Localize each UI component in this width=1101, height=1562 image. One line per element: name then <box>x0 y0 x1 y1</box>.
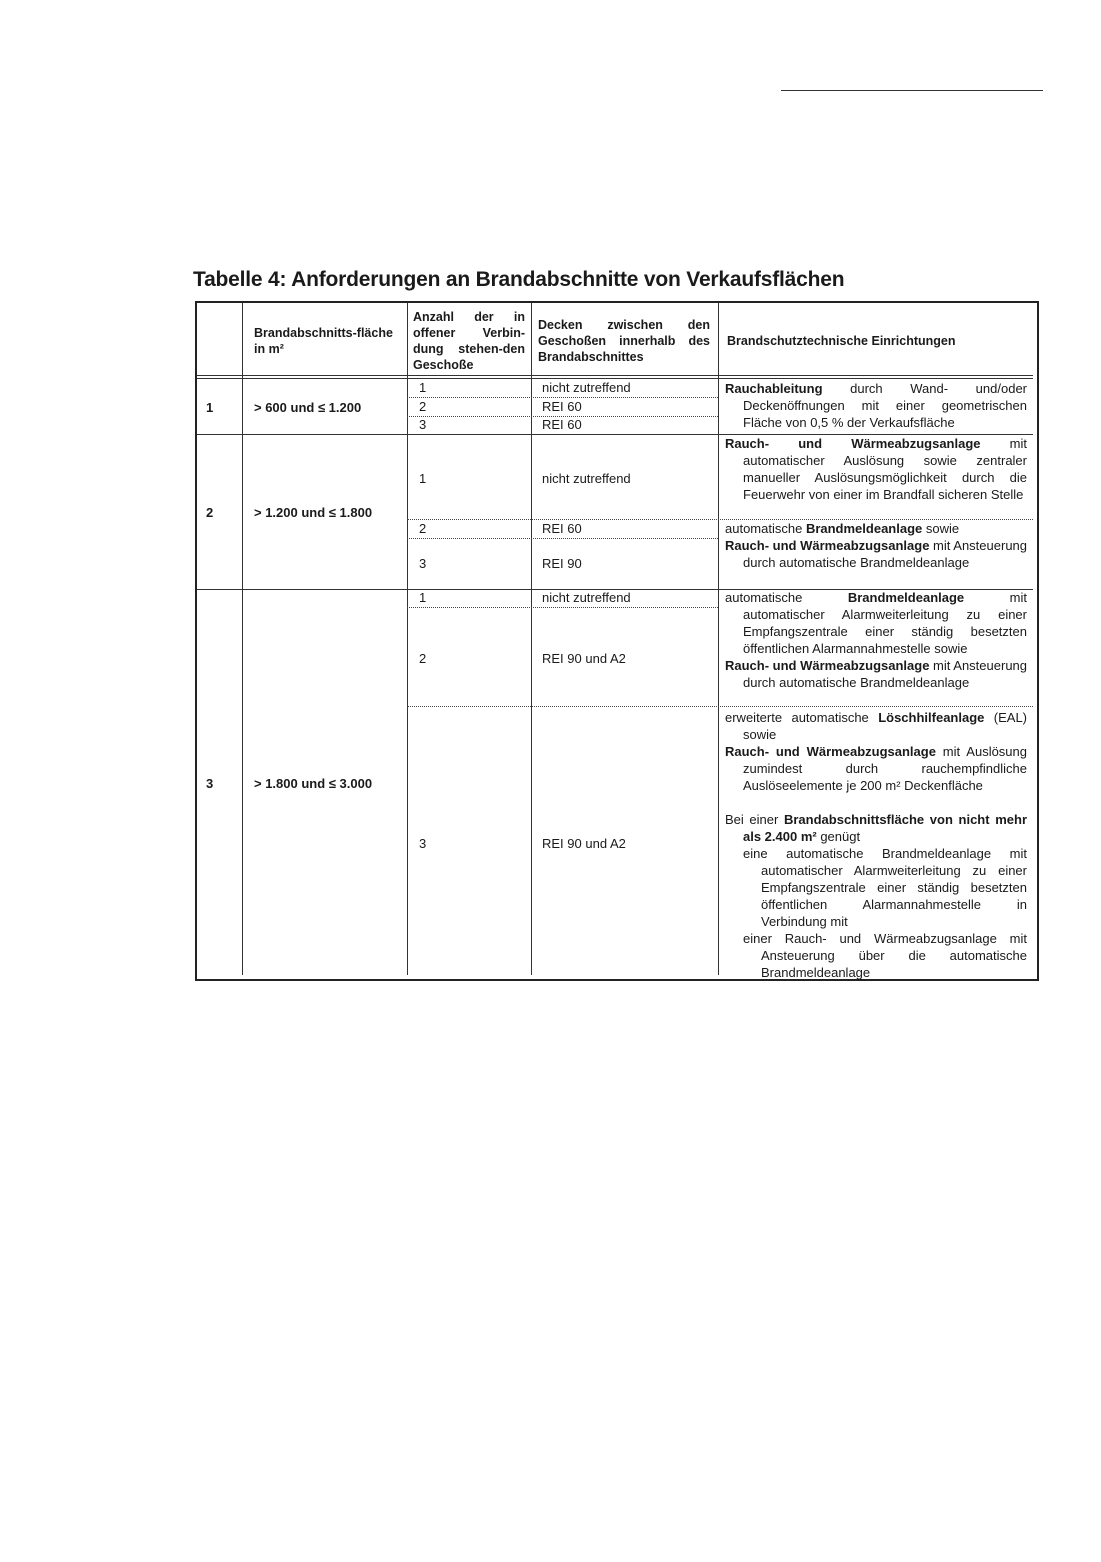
equipment-pre: erweiterte automatische <box>725 710 879 725</box>
equipment-bold: Rauch- und Wärmeabzugsanlage <box>725 744 936 759</box>
floors-value: 2 <box>419 651 427 666</box>
header-rule <box>781 90 1043 91</box>
subrow-divider <box>407 607 718 608</box>
equipment-rest: mit Ansteuerung durch automatische Brandmeldeanlage <box>743 538 1028 570</box>
equipment-bold: Brandmeldeanlage <box>847 590 965 605</box>
floors-value: 1 <box>419 380 427 395</box>
floors-value: 3 <box>419 556 427 571</box>
equipment-rest: mit Auslösung zumindest durch rauchempfindliche Auslöseelemente je 200 m² Deckenfläche <box>743 744 1027 793</box>
ceiling-value: REI 60 <box>542 399 582 414</box>
subrow-divider <box>407 706 1033 707</box>
equipment-text <box>725 520 1027 571</box>
col-divider <box>531 303 532 975</box>
header-area: Brandabschnitts-fläche in m² <box>254 326 393 356</box>
row-number: 1 <box>206 400 214 415</box>
header-divider <box>197 375 1033 376</box>
ceiling-value: nicht zutreffend <box>542 380 631 395</box>
fire-compartment-table <box>195 301 1039 981</box>
equipment-pre: automatische <box>725 521 806 536</box>
note-item: einer Rauch- und Wärmeabzugsanlage mit Ansteuerung über die automatische Brandmeldeanlage <box>743 931 1027 980</box>
note-bold: Brandabschnittsfläche von nicht mehr als 2.400 m² <box>743 812 1028 844</box>
header-equipment: Brandschutztechnische Einrichtungen <box>727 334 956 348</box>
equipment-text <box>725 709 1027 981</box>
ceiling-value: REI 60 <box>542 521 582 536</box>
equipment-pre: automatische <box>725 590 848 605</box>
note-rest: genügt <box>816 829 861 844</box>
ceiling-value: nicht zutreffend <box>542 471 631 486</box>
ceiling-value: REI 90 und A2 <box>542 836 626 851</box>
floors-value: 2 <box>419 399 427 414</box>
floors-value: 1 <box>419 590 427 605</box>
equipment-rest: mit automatischer Auslösung sowie zentraler manueller Auslösungsmöglichkeit durch die Feuerwehr von einer im Brandfall sicheren Stelle <box>743 436 1027 502</box>
equipment-rest: durch Wand- und/oder Deckenöffnungen mit einer geometrischen Fläche von 0,5 % der Verkaufsfläche <box>743 381 1027 430</box>
equipment-mid: (EAL) sowie <box>743 710 1028 742</box>
row-area: > 600 und ≤ 1.200 <box>254 400 362 415</box>
floors-value: 3 <box>419 417 427 432</box>
equipment-bold: Rauch- und Wärmeabzugsanlage <box>725 538 930 553</box>
equipment-text <box>725 435 1027 503</box>
row-area: > 1.200 und ≤ 1.800 <box>254 505 373 520</box>
ceiling-value: REI 90 <box>542 556 582 571</box>
floors-value: 2 <box>419 521 427 536</box>
equipment-mid: sowie <box>922 521 960 536</box>
equipment-bold: Rauch- und Wärmeabzugsanlage <box>725 658 930 673</box>
row-number: 2 <box>206 505 214 520</box>
row-number: 3 <box>206 776 214 791</box>
note-pre: Bei einer <box>725 812 784 827</box>
equipment-text <box>725 589 1027 691</box>
equipment-bold: Rauchableitung <box>725 381 823 396</box>
row-area: > 1.800 und ≤ 3.000 <box>254 776 373 791</box>
ceiling-value: REI 60 <box>542 417 582 432</box>
equipment-text <box>725 380 1027 431</box>
ceiling-value: nicht zutreffend <box>542 590 631 605</box>
col-divider <box>718 303 719 975</box>
equipment-bold: Brandmeldeanlage <box>805 521 923 536</box>
col-divider <box>242 303 243 975</box>
col-divider <box>407 303 408 975</box>
floors-value: 3 <box>419 836 427 851</box>
equipment-mid: mit automatischer Alarmweiterleitung zu einer Empfangszentrale einer ständig besetzten öffentlichen Alarmannahmestelle sowie <box>743 590 1027 656</box>
equipment-bold: Löschhilfeanlage <box>878 710 985 725</box>
equipment-rest: mit Ansteuerung durch automatische Brandmeldeanlage <box>743 658 1028 690</box>
equipment-bold: Rauch- und Wärmeabzugsanlage <box>725 436 981 451</box>
header-floors: Anzahl der in offener Verbin-dung stehen-den Geschoße <box>413 310 525 372</box>
header-ceilings: Decken zwischen den Geschoßen innerhalb des Brandabschnittes <box>538 318 710 364</box>
table-title: Tabelle 4: Anforderungen an Brandabschnitte von Verkaufsflächen <box>193 268 845 291</box>
subrow-divider <box>407 538 718 539</box>
ceiling-value: REI 90 und A2 <box>542 651 626 666</box>
note-item: eine automatische Brandmeldeanlage mit automatischer Alarmweiterleitung zu einer Empfangszentrale einer ständig besetzten öffentlichen Alarmannahmestelle in Verbindung mit <box>743 846 1027 929</box>
floors-value: 1 <box>419 471 427 486</box>
